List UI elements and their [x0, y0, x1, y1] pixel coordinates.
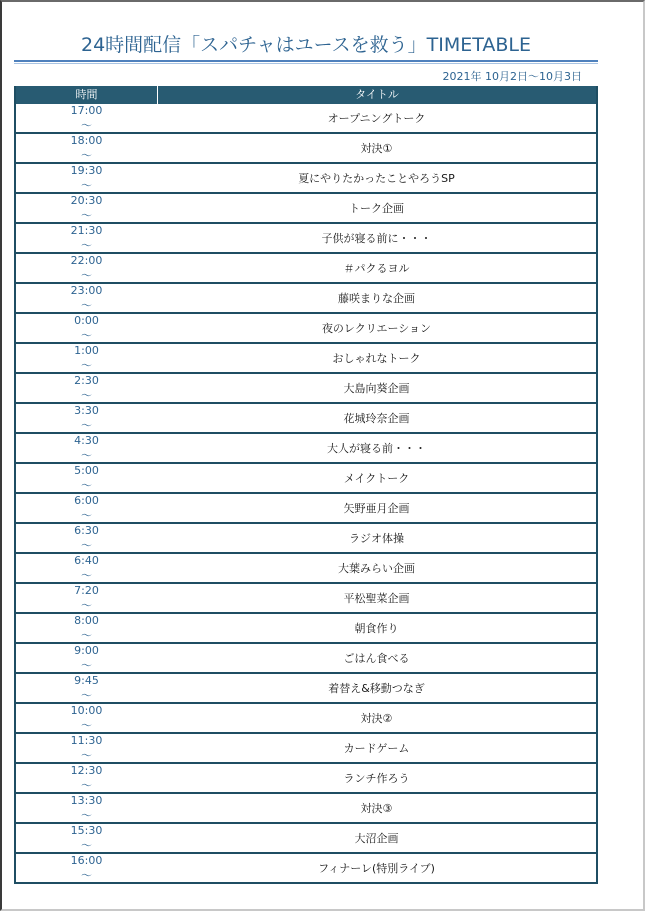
tilde-mark: ～ [81, 239, 92, 252]
tilde-mark: ～ [81, 449, 92, 462]
tilde-mark: ～ [81, 509, 92, 522]
program-title: 大人が寝る前・・・ [327, 442, 426, 455]
table-body [16, 104, 596, 884]
program-title: オープニングトーク [327, 112, 426, 125]
start-time: 16:00 [70, 854, 103, 867]
start-time: 4:30 [74, 434, 99, 447]
program-title: 矢野亜月企画 [343, 502, 410, 515]
start-time: 5:00 [74, 464, 99, 477]
start-time: 0:00 [74, 314, 99, 327]
start-time: 19:30 [70, 164, 103, 177]
table-row [16, 164, 596, 194]
column-header-time: 時間 [16, 86, 158, 104]
program-title: フィナーレ(特別ライブ) [318, 862, 435, 875]
tilde-mark: ～ [81, 479, 92, 492]
page-title: 24時間配信「スパチャはユースを救う」TIMETABLE [80, 34, 532, 56]
program-title: ごはん食べる [343, 652, 410, 665]
table-row [16, 614, 596, 644]
date-range: 2021年 10月2日～10月3日 [442, 70, 582, 83]
time-cell [16, 824, 157, 852]
table-row [16, 554, 596, 584]
time-cell [16, 854, 157, 882]
table-row [16, 374, 596, 404]
table-row [16, 464, 596, 494]
time-cell [16, 764, 157, 792]
table-row [16, 524, 596, 554]
tilde-mark: ～ [81, 209, 92, 222]
time-cell [16, 734, 157, 762]
time-cell [16, 614, 157, 642]
timetable [14, 86, 598, 884]
tilde-mark: ～ [81, 719, 92, 732]
table-row [16, 314, 596, 344]
time-cell [16, 704, 157, 732]
table-row [16, 674, 596, 704]
table-row [16, 344, 596, 374]
table-row [16, 134, 596, 164]
start-time: 6:00 [74, 494, 99, 507]
tilde-mark: ～ [81, 599, 92, 612]
tilde-mark: ～ [81, 389, 92, 402]
program-title: 対決③ [360, 802, 393, 815]
table-row [16, 434, 596, 464]
program-title: 大沼企画 [354, 832, 399, 845]
tilde-mark: ～ [81, 359, 92, 372]
tilde-mark: ～ [81, 809, 92, 822]
title-underline-secondary [14, 63, 598, 64]
column-header-title: タイトル [355, 88, 399, 101]
start-time: 13:30 [70, 794, 103, 807]
start-time: 22:00 [70, 254, 103, 267]
table-row [16, 494, 596, 524]
time-cell [16, 194, 157, 222]
time-cell [16, 374, 157, 402]
start-time: 12:30 [70, 764, 103, 777]
tilde-mark: ～ [81, 659, 92, 672]
table-row [16, 794, 596, 824]
table-row [16, 224, 596, 254]
program-title: 朝食作り [354, 622, 399, 635]
time-cell [16, 434, 157, 462]
table-row [16, 284, 596, 314]
table-row [16, 404, 596, 434]
program-title: 藤咲まりな企画 [338, 292, 415, 305]
tilde-mark: ～ [81, 149, 92, 162]
program-title: 大葉みらい企画 [338, 562, 415, 575]
program-title: 対決① [360, 142, 393, 155]
tilde-mark: ～ [81, 689, 92, 702]
time-cell [16, 134, 157, 162]
time-cell [16, 674, 157, 702]
time-cell [16, 794, 157, 822]
table-header [16, 86, 596, 104]
start-time: 23:00 [70, 284, 103, 297]
time-cell [16, 524, 157, 552]
tilde-mark: ～ [81, 839, 92, 852]
start-time: 8:00 [74, 614, 99, 627]
table-row [16, 644, 596, 674]
time-cell [16, 584, 157, 612]
start-time: 10:00 [70, 704, 103, 717]
start-time: 6:40 [74, 554, 99, 567]
program-title: 着替え&移動つなぎ [328, 682, 425, 695]
start-time: 17:00 [70, 104, 103, 117]
time-cell [16, 314, 157, 342]
table-row [16, 764, 596, 794]
tilde-mark: ～ [81, 329, 92, 342]
time-cell [16, 464, 157, 492]
table-row [16, 104, 596, 134]
start-time: 18:00 [70, 134, 103, 147]
tilde-mark: ～ [81, 539, 92, 552]
program-title: 夏にやりたかったことやろうSP [298, 172, 455, 185]
program-title: 対決② [360, 712, 393, 725]
tilde-mark: ～ [81, 299, 92, 312]
program-title: ＃パクるヨル [343, 262, 410, 275]
program-title: ラジオ体操 [349, 532, 404, 545]
program-title: ランチ作ろう [343, 772, 410, 785]
time-cell [16, 284, 157, 312]
program-title: トーク企画 [349, 202, 404, 215]
program-title: おしゃれなトーク [332, 352, 421, 365]
program-title: 花城玲奈企画 [343, 412, 410, 425]
start-time: 6:30 [74, 524, 99, 537]
title-underline [14, 60, 598, 62]
table-row [16, 584, 596, 614]
tilde-mark: ～ [81, 779, 92, 792]
tilde-mark: ～ [81, 179, 92, 192]
table-row [16, 734, 596, 764]
time-cell [16, 224, 157, 252]
program-title: メイクトーク [343, 472, 410, 485]
tilde-mark: ～ [81, 869, 92, 882]
table-row [16, 824, 596, 854]
start-time: 11:30 [70, 734, 103, 747]
time-cell [16, 404, 157, 432]
start-time: 21:30 [70, 224, 103, 237]
table-row [16, 254, 596, 284]
start-time: 2:30 [74, 374, 99, 387]
tilde-mark: ～ [81, 119, 92, 132]
tilde-mark: ～ [81, 419, 92, 432]
time-cell [16, 164, 157, 192]
time-cell [16, 254, 157, 282]
start-time: 9:45 [74, 674, 99, 687]
tilde-mark: ～ [81, 629, 92, 642]
time-cell [16, 644, 157, 672]
tilde-mark: ～ [81, 749, 92, 762]
start-time: 3:30 [74, 404, 99, 417]
time-cell [16, 104, 157, 132]
start-time: 20:30 [70, 194, 103, 207]
table-row [16, 854, 596, 884]
program-title: 平松聖菜企画 [343, 592, 410, 605]
start-time: 15:30 [70, 824, 103, 837]
start-time: 1:00 [74, 344, 99, 357]
time-cell [16, 344, 157, 372]
program-title: カードゲーム [343, 742, 410, 755]
start-time: 7:20 [74, 584, 99, 597]
tilde-mark: ～ [81, 269, 92, 282]
program-title: 大島向葵企画 [343, 382, 410, 395]
start-time: 9:00 [74, 644, 99, 657]
time-cell [16, 554, 157, 582]
program-title: 子供が寝る前に・・・ [321, 232, 432, 245]
tilde-mark: ～ [81, 569, 92, 582]
program-title: 夜のレクリエーション [321, 322, 432, 335]
table-row [16, 704, 596, 734]
time-cell [16, 494, 157, 522]
table-row [16, 194, 596, 224]
